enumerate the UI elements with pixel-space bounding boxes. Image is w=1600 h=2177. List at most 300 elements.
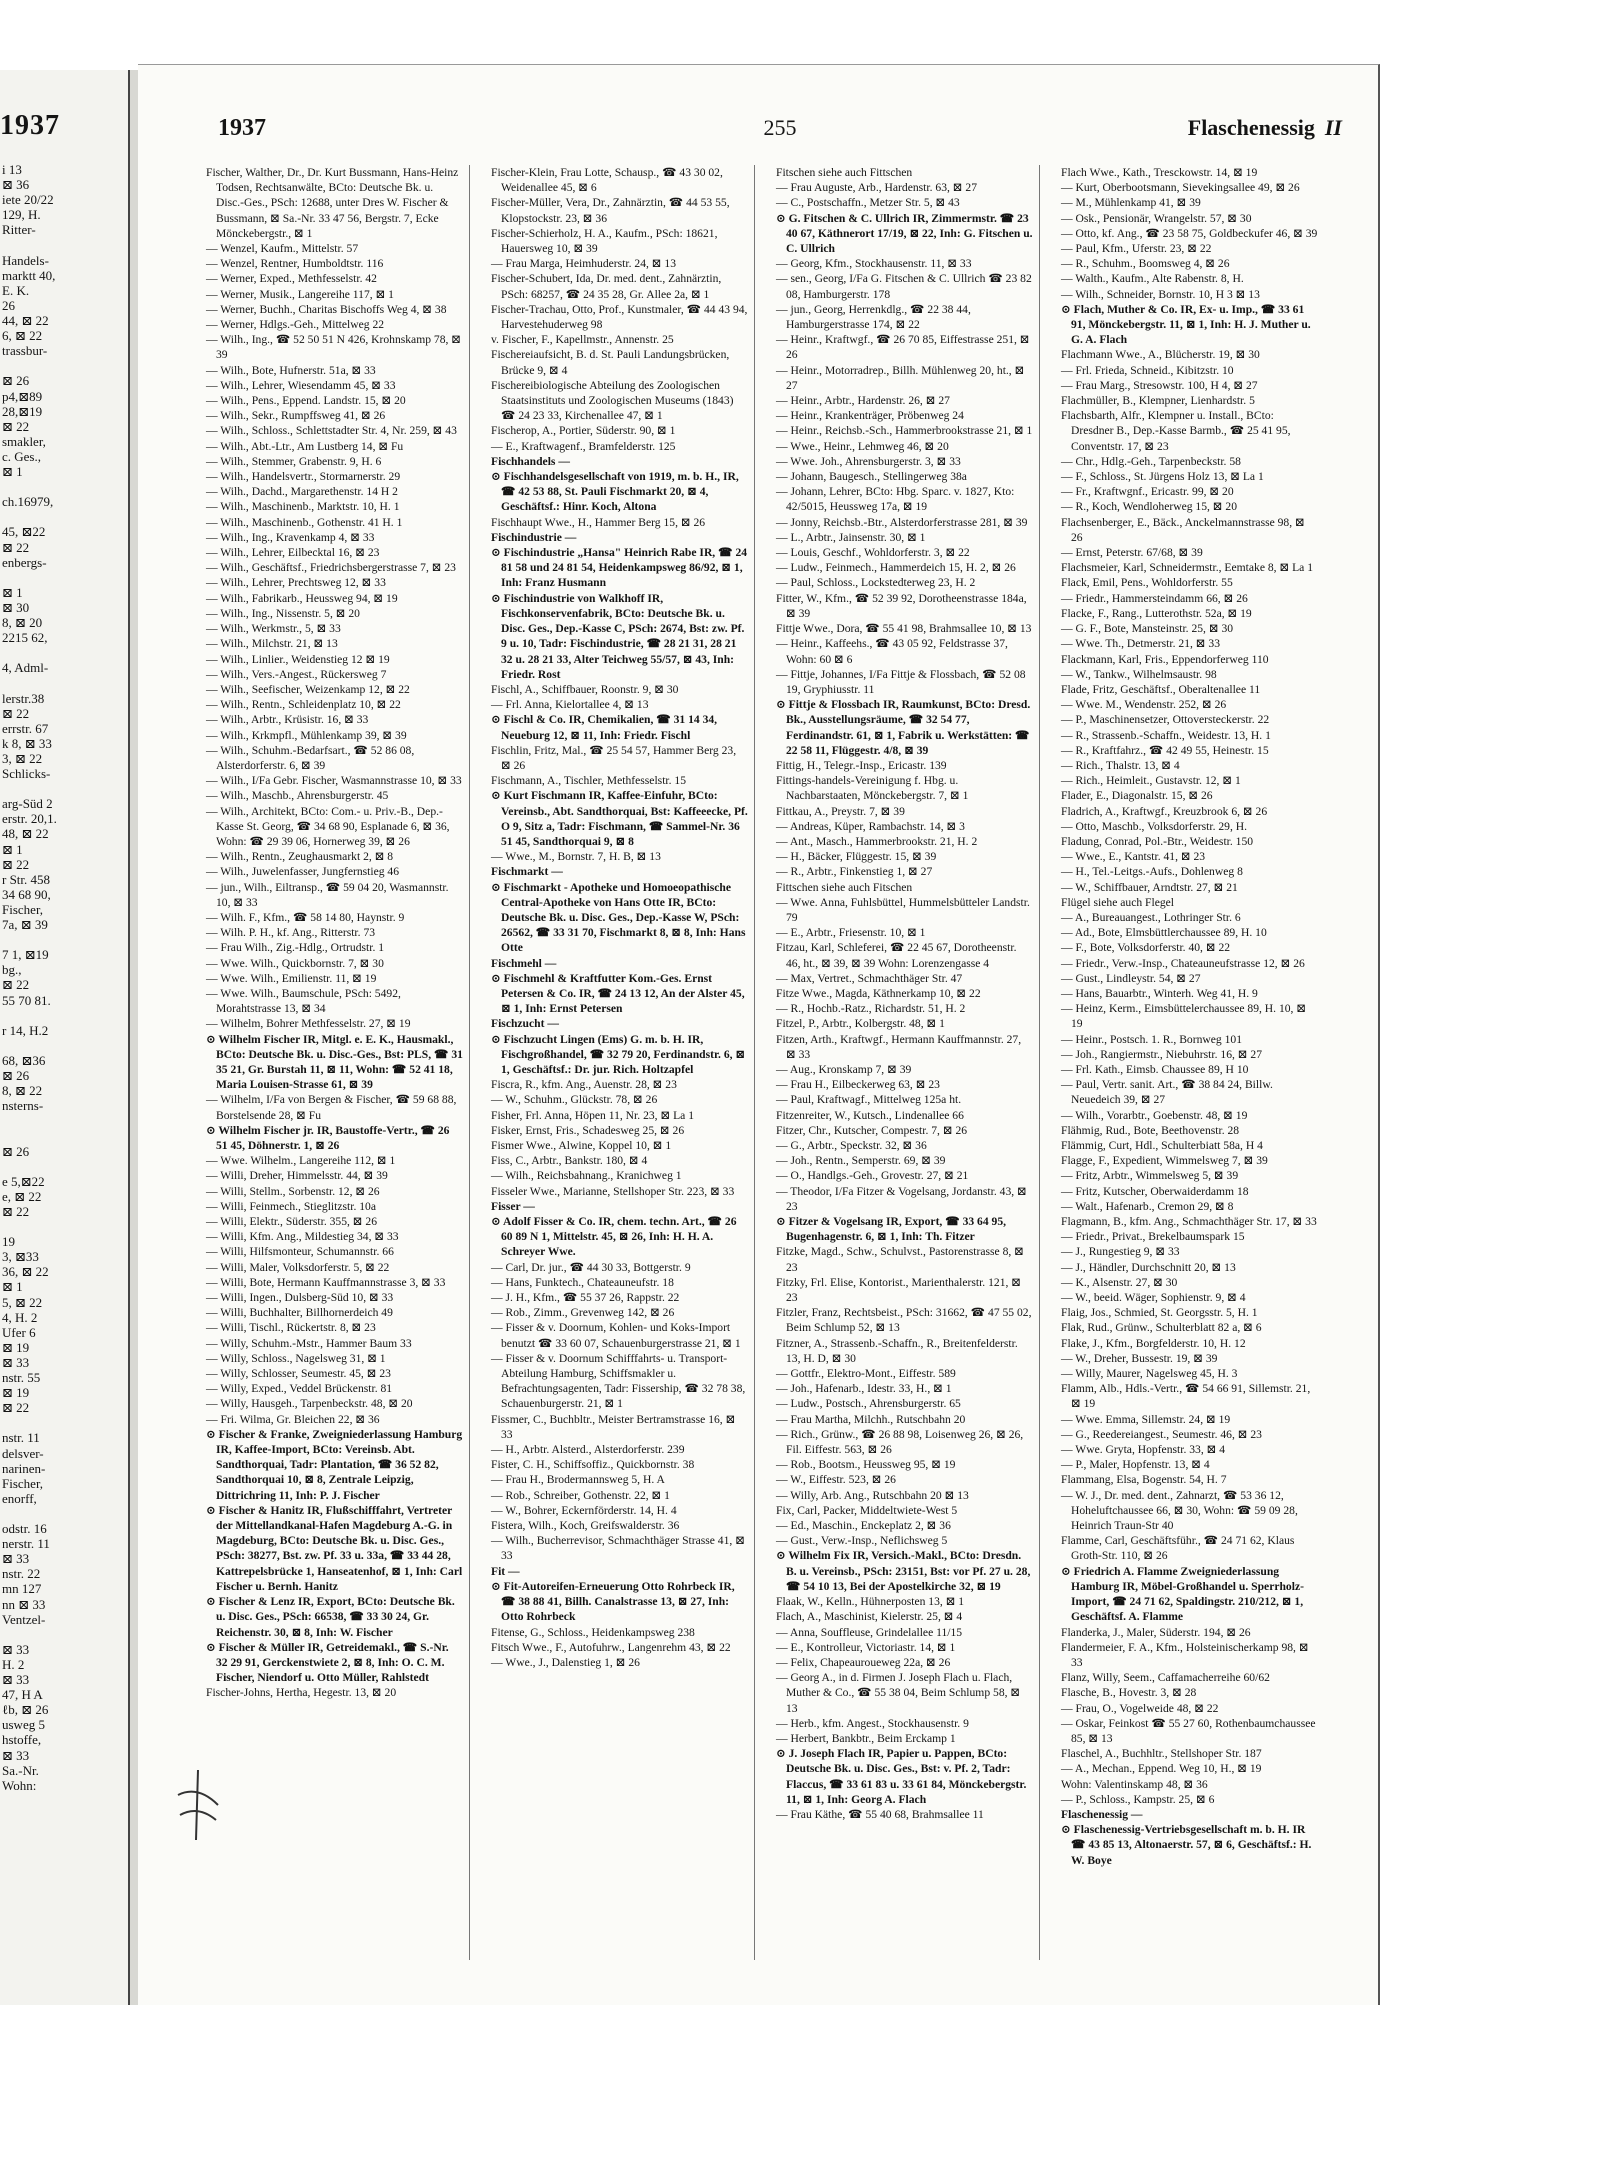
fragment-line: Ritter- <box>2 222 36 238</box>
directory-entry: — Frau Wilh., Zig.-Hdlg., Ortrudstr. 1 <box>206 941 385 955</box>
fragment-line: ⊠ 33 <box>2 1354 30 1370</box>
directory-entry: — Gust., Lindleystr. 54, ⊠ 27 <box>1061 971 1201 985</box>
directory-entry: Fittings-handels-Vereinigung f. Hbg. u. Nachbarstaaten, Mönckebergstr. 7, ⊠ 1 <box>776 774 969 803</box>
fragment-line: ⊠ 22 <box>2 977 30 993</box>
fragment-line: H. 2 <box>2 1656 25 1672</box>
directory-entry: — Andreas, Küper, Rambachstr. 14, ⊠ 3 <box>776 819 965 833</box>
directory-entry: ⊙ G. Fitschen & C. Ullrich IR, Zimmermstr. ☎ 23 40 67, Käthnerort 17/19, ⊠ 22, Inh: G. Fitschen u. C. Ullrich <box>776 211 1033 256</box>
fragment-line: 47, H A <box>2 1687 43 1703</box>
directory-entry: — Friedr., Privat., Brekelbaumspark 15 <box>1061 1230 1245 1244</box>
fragment-line: marktt 40, <box>2 267 56 283</box>
directory-entry: Fitense, G., Schloss., Heidenkampsweg 238 <box>491 1625 695 1639</box>
fragment-line: ⊠ 1 <box>2 584 23 600</box>
directory-entry: — Frau H., Brodermannsweg 5, H. A <box>491 1473 665 1487</box>
directory-entry: — R., Kraftfahrz., ☎ 42 49 55, Heinestr. 15 <box>1061 743 1269 757</box>
fragment-line: e, ⊠ 22 <box>2 1188 42 1204</box>
directory-entry: — A., Bureauangest., Lothringer Str. 6 <box>1061 910 1241 924</box>
directory-entry: — Frau H., Eilbeckerweg 63, ⊠ 23 <box>776 1078 940 1092</box>
directory-entry: — Rob., Schreiber, Gothenstr. 22, ⊠ 1 <box>491 1488 670 1502</box>
directory-entry: Fischindustrie — <box>491 530 577 544</box>
directory-entry: — Frl. Anna, Kielortallee 4, ⊠ 13 <box>491 698 649 712</box>
directory-entry: — Heinr., Krankenträger, Pröbenweg 24 <box>776 409 964 423</box>
directory-entry: — Heinr., Reichsb.-Sch., Hammerbrookstrasse 21, ⊠ 1 <box>776 424 1033 438</box>
directory-entry: — W., beeid. Wäger, Sophienstr. 9, ⊠ 4 <box>1061 1291 1246 1305</box>
directory-entry: — Rich., Thalstr. 13, ⊠ 4 <box>1061 758 1180 772</box>
directory-entry: Flack, Emil, Pens., Wohldorferstr. 55 <box>1061 576 1233 590</box>
directory-entry: ⊙ Fittje & Flossbach IR, Raumkunst, BCto: Dresd. Bk., Ausstellungsräume, ☎ 32 54 77, Ferdinandstr. 61, ⊠ 1, Fabrik u. Werkstätten: ☎ 22 58 11, Flüggestr. 4/8, ⊠ 39 <box>776 698 1031 757</box>
header-year: 1937 <box>218 115 266 141</box>
directory-entry: — Fritz, Kutscher, Oberwaiderdamm 18 <box>1061 1184 1249 1198</box>
directory-entry: — Ludw., Feinmech., Hammerdeich 15, H. 2, ⊠ 26 <box>776 561 1016 575</box>
fragment-line: enorff, <box>2 1490 37 1506</box>
directory-entry: — Wilh., Fabrikarb., Heussweg 94, ⊠ 19 <box>206 591 398 605</box>
directory-entry: — Paul, Vertr. sanit. Art., ☎ 38 84 24, Billw. Neuedeich 39, ⊠ 27 <box>1061 1078 1273 1107</box>
directory-entry: — Wilh., Lehrer, Wiesendamm 45, ⊠ 33 <box>206 378 396 392</box>
directory-entry: Flanderka, J., Maler, Süderstr. 194, ⊠ 26 <box>1061 1625 1251 1639</box>
directory-entry: Flagge, F., Expedient, Wimmelsweg 7, ⊠ 39 <box>1061 1154 1268 1168</box>
directory-entry: — Willi, Ingen., Dulsberg-Süd 10, ⊠ 33 <box>206 1291 394 1305</box>
directory-entry: Flamm, Alb., Hdls.-Vertr., ☎ 54 66 91, Sillemstr. 21, ⊠ 19 <box>1061 1382 1311 1411</box>
directory-entry: — P., Maler, Hopfenstr. 13, ⊠ 4 <box>1061 1458 1210 1472</box>
fragment-line: usweg 5 <box>2 1717 45 1733</box>
directory-entry: Fischmarkt — <box>491 865 563 879</box>
fragment-line: Handels- <box>2 252 49 268</box>
directory-entry: — Chr., Hdlg.-Geh., Tarpenbeckstr. 58 <box>1061 454 1241 468</box>
fragment-line: 6, ⊠ 22 <box>2 328 43 344</box>
directory-entry: Flaig, Jos., Schmied, St. Georgsstr. 5, H. 1 <box>1061 1306 1258 1320</box>
directory-entry: — F., Schloss., St. Jürgens Holz 13, ⊠ La 1 <box>1061 470 1264 484</box>
directory-page <box>138 64 1380 2005</box>
directory-entry: — J., Händler, Durchschnitt 20, ⊠ 13 <box>1061 1260 1236 1274</box>
directory-entry: — Wilh., Lehrer, Eilbecktal 16, ⊠ 23 <box>206 546 380 560</box>
fragment-line: ⊠ 22 <box>2 1400 30 1416</box>
fragment-line: ⊠ 26 <box>2 373 30 389</box>
directory-entry: Fisker, Ernst, Fris., Schadesweg 25, ⊠ 26 <box>491 1123 685 1137</box>
directory-entry: Fischhaupt Wwe., H., Hammer Berg 15, ⊠ 26 <box>491 515 706 529</box>
directory-entry: ⊙ Wilhelm Fischer jr. IR, Baustoffe-Vertr., ☎ 26 51 45, Döhnerstr. 1, ⊠ 26 <box>206 1123 450 1152</box>
directory-entry: — L., Arbtr., Jainsenstr. 30, ⊠ 1 <box>776 530 926 544</box>
directory-entry: Flader, E., Diagonalstr. 15, ⊠ 26 <box>1061 789 1213 803</box>
directory-entry: — Wilh., Ing., Kravenkamp 4, ⊠ 33 <box>206 530 375 544</box>
directory-entry: — Frl. Frieda, Schneid., Kibitzstr. 10 <box>1061 363 1234 377</box>
directory-entry: ⊙ Fischl & Co. IR, Chemikalien, ☎ 31 14 34, Neueburg 12, ⊠ 11, Inh: Friedr. Fischl <box>491 713 718 742</box>
directory-entry: Flamme, Carl, Geschäftsführ., ☎ 24 71 62, Klaus Groth-Str. 110, ⊠ 26 <box>1061 1534 1295 1563</box>
directory-entry: — Willi, Tischl., Rückertstr. 8, ⊠ 23 <box>206 1321 376 1335</box>
directory-entry: — Willi, Buchhalter, Billhornerdeich 49 <box>206 1306 393 1320</box>
fragment-line: 26 <box>2 297 15 313</box>
directory-entry: — F., Bote, Volksdorferstr. 40, ⊠ 22 <box>1061 941 1231 955</box>
directory-entry: — Louis, Geschf., Wohldorferstr. 3, ⊠ 22 <box>776 546 970 560</box>
fragment-line: ⊠ 19 <box>2 1339 30 1355</box>
fragment-line: Fischer, <box>2 1475 43 1491</box>
directory-entry: — Wilh., Ing., ☎ 52 50 51 N 426, Krohnskamp 78, ⊠ 39 <box>206 333 462 362</box>
directory-entry: — Wilh., Juwelenfasser, Jungfernstieg 46 <box>206 865 400 879</box>
fragment-line: lerstr.38 <box>2 690 45 706</box>
directory-entry: — Heinz, Kerm., Eimsbüttelerchaussee 89, H. 10, ⊠ 19 <box>1061 1002 1307 1031</box>
directory-entry: — Georg, Kfm., Stockhausenstr. 11, ⊠ 33 <box>776 257 972 271</box>
directory-entry: — Frl. Kath., Eimsb. Chaussee 89, H 10 <box>1061 1062 1249 1076</box>
directory-entry: — Theodor, I/Fa Fitzer & Vogelsang, Jordanstr. 43, ⊠ 23 <box>776 1184 1027 1213</box>
directory-entry: — Hans, Funktech., Chateauneufstr. 18 <box>491 1275 674 1289</box>
directory-entry: Fischer-Johns, Hertha, Hegestr. 13, ⊠ 20 <box>206 1686 397 1700</box>
directory-entry: Flachsenberger, E., Bäck., Anckelmannstrasse 98, ⊠ 26 <box>1061 515 1305 544</box>
directory-entry: ⊙ Fischer & Hanitz IR, Flußschifffahrt, Vertreter der Mittellandkanal-Hafen Magdeburg A.-G. in Magdeburg, BCto: Deutsche Bk. u. Disc. Ges., PSch: 38277, Bst. zw. Pf. 33 u. 33a, ☎ 33 44 28, Kattrepelsbrücke 1, Hanseatenhof, ⊠ 1, Inh: Carl Fischer u. Bernh. Hanitz <box>206 1503 463 1593</box>
directory-entry: — Willy, Schloss., Nagelsweg 31, ⊠ 1 <box>206 1351 386 1365</box>
directory-entry: — Walt., Hafenarb., Cremon 29, ⊠ 8 <box>1061 1199 1234 1213</box>
directory-entry: Fischerop, A., Portier, Süderstr. 90, ⊠ 1 <box>491 424 676 438</box>
fragment-line: enbergs- <box>2 554 47 570</box>
directory-entry: — Willi, Hilfsmonteur, Schumannstr. 66 <box>206 1245 394 1259</box>
fragment-line: ⊠ 30 <box>2 599 30 615</box>
directory-entry: — Johann, Baugesch., Stellingerweg 38a <box>776 470 967 484</box>
directory-entry: ⊙ Kurt Fischmann IR, Kaffee-Einfuhr, BCto: Vereinsb., Abt. Sandthorquai, Bst: Kaffeeecke, Pf. O 9, Sitz a, Tadr: Fischmann, ☎ Sammel-Nr. 36 51 45, Sandthorquai 9, ⊠ 8 <box>491 789 748 848</box>
fragment-line: k 8, ⊠ 33 <box>2 735 52 751</box>
directory-entry: — Joh., Rangiermstr., Niebuhrstr. 16, ⊠ 27 <box>1061 1047 1262 1061</box>
fragment-line: Ventzel- <box>2 1611 46 1627</box>
directory-entry: — Wilh., Bucherrevisor, Schmachthäger Strasse 41, ⊠ 33 <box>491 1534 745 1563</box>
directory-entry: Fischer-Klein, Frau Lotte, Schausp., ☎ 43 30 02, Weidenallee 45, ⊠ 6 <box>491 166 723 195</box>
directory-entry: — Willy, Exped., Veddel Brückenstr. 81 <box>206 1382 393 1396</box>
directory-entry: Flaschenessig — <box>1061 1807 1143 1821</box>
directory-entry: — Paul, Schloss., Lockstedterweg 23, H. 2 <box>776 576 976 590</box>
directory-entry: Flade, Fritz, Geschäftsf., Oberaltenallee 11 <box>1061 682 1261 696</box>
directory-entry: — Wilh., Stemmer, Grabenstr. 9, H. 6 <box>206 454 382 468</box>
fragment-line: 48, ⊠ 22 <box>2 826 49 842</box>
fragment-line: ⊠ 22 <box>2 1203 30 1219</box>
directory-entry: — Willy, Arb. Ang., Rutschbahn 20 ⊠ 13 <box>776 1488 969 1502</box>
directory-entry: — Wenzel, Kaufm., Mittelstr. 57 <box>206 242 359 256</box>
directory-entry: — Wwe. M., Wendenstr. 252, ⊠ 26 <box>1061 698 1227 712</box>
fragment-line: Ufer 6 <box>2 1324 36 1340</box>
fragment-line: Schlicks- <box>2 766 51 781</box>
directory-entry: Flaak, W., Kelln., Hühnerposten 13, ⊠ 1 <box>776 1595 965 1609</box>
directory-entry: — Frau Käthe, ☎ 55 40 68, Brahmsallee 11 <box>776 1807 984 1821</box>
directory-entry: — Wilh., Linlier., Weidenstieg 12 ⊠ 19 <box>206 652 390 666</box>
directory-entry: — Wwe., Heinr., Lehmweg 46, ⊠ 20 <box>776 439 949 453</box>
directory-entry: ⊙ Fischindustrie von Walkhoff IR, Fischkonservenfabrik, BCto: Deutsche Bk. u. Disc. Ges., Dep.-Kasse C, PSch: 2674, Bst: zw. Pf. 9 u. 10, Tadr: Fischindustrie, ☎ 28 21 31, 28 21 32 u. 28 21 33, Alter Teichweg 55/57, ⊠ 43, Inh: Friedr. Rost <box>491 591 745 681</box>
fragment-line: 129, H. <box>2 207 41 223</box>
directory-entry: — Anna, Souffleuse, Grindelallee 11/15 <box>776 1625 963 1639</box>
volume-number: II <box>1324 115 1342 140</box>
fragment-line: ⊠ 33 <box>2 1747 30 1763</box>
directory-entry: — Wilh., Bote, Hufnerstr. 51a, ⊠ 33 <box>206 363 376 377</box>
directory-entry: Fittje Wwe., Dora, ☎ 55 41 98, Brahmsallee 10, ⊠ 13 <box>776 622 1032 636</box>
fragment-line: erstr. 20,1. <box>2 811 57 827</box>
directory-entry: — Wilh., Arbtr., Krüsistr. 16, ⊠ 33 <box>206 713 369 727</box>
directory-entry: — Fritz, Arbtr., Wimmelsweg 5, ⊠ 39 <box>1061 1169 1239 1183</box>
directory-entry: Flandermeier, F. A., Kfm., Holsteinischerkamp 98, ⊠ 33 <box>1061 1640 1309 1669</box>
fragment-line: 8, ⊠ 22 <box>2 1083 43 1099</box>
directory-entry: Fissmer, C., Buchbltr., Meister Bertramstrasse 16, ⊠ 33 <box>491 1412 736 1441</box>
column-4 <box>1055 165 1325 1960</box>
directory-entry: — Wwe. Joh., Ahrensburgerstr. 3, ⊠ 33 <box>776 454 961 468</box>
directory-entry: — Wilh., Schneider, Bornstr. 10, H 3 ⊠ 13 <box>1061 287 1260 301</box>
directory-entry: ⊙ Fischer & Müller IR, Getreidemakl., ☎ S.-Nr. 32 29 91, Gerckenstwiete 2, ⊠ 8, Inh: O. C. M. Fischer, Niendorf u. Otto Müller, Rahlstedt <box>206 1640 449 1685</box>
directory-entry: Fischhandels — <box>491 454 570 468</box>
directory-entry: — Wilh., Sekr., Rumpffsweg 41, ⊠ 26 <box>206 409 386 423</box>
directory-entry: — Wilh., Vorarbtr., Goebenstr. 48, ⊠ 19 <box>1061 1108 1248 1122</box>
directory-entry: — H., Arbtr. Alsterd., Alsterdorferstr. 239 <box>491 1443 685 1457</box>
directory-entry: — Wilh., Maschb., Ahrensburgerstr. 45 <box>206 789 389 803</box>
directory-entry: — Heinr., Kaffeehs., ☎ 43 05 92, Feldstrasse 37, Wohn: 60 ⊠ 6 <box>776 637 1008 666</box>
directory-entry: — Heinr., Motorradrep., Billh. Mühlenweg 20, ht., ⊠ 27 <box>776 363 1025 392</box>
directory-entry: Fitzer, Chr., Kutscher, Compestr. 7, ⊠ 26 <box>776 1123 968 1137</box>
directory-entry: ⊙ Flach, Muther & Co. IR, Ex- u. Imp., ☎ 33 61 91, Mönckebergstr. 11, ⊠ 1, Inh: H. J. Muther u. G. A. Flach <box>1061 302 1311 347</box>
directory-entry: — Ad., Bote, Elmsbüttlerchaussee 89, H. 10 <box>1061 926 1267 940</box>
directory-entry: — Herb., kfm. Angest., Stockhausenstr. 9 <box>776 1716 969 1730</box>
directory-entry: — Wilh., Dachd., Margarethenstr. 14 H 2 <box>206 485 398 499</box>
fragment-line: ch.16979, <box>2 494 54 510</box>
directory-entry: Fischer-Schubert, Ida, Dr. med. dent., Zahnärztin, PSch: 68257, ☎ 24 35 28, Gr. Allee 2a, ⊠ 1 <box>491 272 722 301</box>
directory-entry: — W., Tankw., Wilhelmsaustr. 98 <box>1061 667 1217 681</box>
directory-entry: — Frau Auguste, Arb., Hardenstr. 63, ⊠ 27 <box>776 181 977 195</box>
directory-entry: Fittkau, A., Preystr. 7, ⊠ 39 <box>776 804 905 818</box>
directory-entry: Fitze Wwe., Magda, Käthnerkamp 10, ⊠ 22 <box>776 986 981 1000</box>
fragment-line: Sa.-Nr. <box>2 1762 39 1778</box>
fragment-line: 68, ⊠36 <box>2 1052 46 1068</box>
directory-entry: — R., Hochb.-Ratz., Richardstr. 51, H. 2 <box>776 1002 966 1016</box>
directory-entry: — Oskar, Feinkost ☎ 55 27 60, Rothenbaumchaussee 85, ⊠ 13 <box>1061 1716 1316 1745</box>
directory-entry: Flaschel, A., Buchhltr., Stellshoper Str. 187 <box>1061 1747 1262 1761</box>
directory-entry: — Otto, kf. Ang., ☎ 23 58 75, Goldbeckufer 46, ⊠ 39 <box>1061 226 1318 240</box>
directory-entry: — Wwe., J., Dalenstieg 1, ⊠ 26 <box>491 1655 640 1669</box>
fragment-line: ⊠ 33 <box>2 1551 30 1567</box>
fragment-line: narinen- <box>2 1460 46 1476</box>
directory-entry: — Kurt, Oberbootsmann, Sievekingsallee 49, ⊠ 26 <box>1061 181 1300 195</box>
directory-entry: Fitter, W., Kfm., ☎ 52 39 92, Dorotheenstrasse 184a, ⊠ 39 <box>776 591 1027 620</box>
directory-entry: — W. J., Dr. med. dent., Zahnarzt, ☎ 53 36 12, Hoheluftchaussee 66, ⊠ 30, Wohn: ☎ 59 09 28, Heinrich Traun-Str 40 <box>1061 1488 1298 1533</box>
directory-entry: — Rob., Zimm., Grevenweg 142, ⊠ 26 <box>491 1306 675 1320</box>
directory-entry: Fitschen siehe auch Fittschen <box>776 166 913 179</box>
directory-entry: Flachmüller, B., Klempner, Lienhardstr. 5 <box>1061 394 1255 408</box>
guide-word-text: Flaschenessig <box>1187 115 1315 140</box>
directory-entry: ⊙ Fischzucht Lingen (Ems) G. m. b. H. IR, Fischgroßhandel, ☎ 32 79 20, Ferdinandstr. 6, ⊠ 1, Geschäftsf.: Dr. jur. Rich. Holtzapfel <box>491 1032 746 1076</box>
directory-entry: — H., Tel.-Leitgs.-Aufs., Dohlenweg 8 <box>1061 865 1243 879</box>
directory-entry: — Willi, Dreher, Himmelsstr. 44, ⊠ 39 <box>206 1169 388 1183</box>
directory-entry: ⊙ Fischmarkt - Apotheke und Homoeopathische Central-Apotheke von Hans Otte IR, BCto: Deutsche Bk. u. Disc. Ges., Dep.-Kasse W, PSch: 26562, ☎ 33 31 70, Fischmarkt 8, ⊠ 8, Inh: Hans Otte <box>491 880 746 955</box>
directory-entry: — Heinr., Arbtr., Hardenstr. 26, ⊠ 27 <box>776 394 950 408</box>
directory-entry: — Wilh., Rentn., Zeughausmarkt 2, ⊠ 8 <box>206 850 394 864</box>
fragment-line: 4, Adml- <box>2 660 49 676</box>
directory-entry: — G., Arbtr., Speckstr. 32, ⊠ 36 <box>776 1139 927 1152</box>
directory-entry: ⊙ Fischmehl & Kraftfutter Kom.-Ges. Ernst Petersen & Co. IR, ☎ 24 13 12, An der Alster 45, ⊠ 1, Inh: Ernst Petersen <box>491 971 745 1016</box>
fragment-line: Wohn: <box>2 1777 37 1793</box>
fragment-line: i 13 <box>2 162 22 177</box>
directory-entry: Fitzke, Magd., Schw., Schulvst., Pastorenstrasse 8, ⊠ 23 <box>776 1245 1024 1274</box>
fragment-line: arg-Süd 2 <box>2 796 53 812</box>
directory-entry: Fischlin, Fritz, Mal., ☎ 25 54 57, Hammer Berg 23, ⊠ 26 <box>491 743 737 772</box>
directory-entry: — Fittje, Johannes, I/Fa Fittje & Flossbach, ☎ 52 08 19, Gryphiusstr. 11 <box>776 667 1026 696</box>
directory-entry: — Wilhelm, I/Fa von Bergen & Fischer, ☎ 59 68 88, Borstelsende 28, ⊠ Fu <box>206 1093 457 1122</box>
fragment-line: trassbur- <box>2 343 48 359</box>
column-1 <box>200 165 470 1960</box>
directory-entry: — Wwe. Wilhelm., Langereihe 112, ⊠ 1 <box>206 1154 396 1168</box>
directory-entry: Fladung, Conrad, Pol.-Btr., Weidestr. 150 <box>1061 834 1254 848</box>
directory-entry: Fischer-Trachau, Otto, Prof., Kunstmaler, ☎ 44 43 94, Harvestehuderweg 98 <box>491 302 748 332</box>
directory-entry: — Fri. Wilma, Gr. Bleichen 22, ⊠ 36 <box>206 1412 380 1426</box>
directory-entry: — O., Handlgs.-Geh., Grovestr. 27, ⊠ 21 <box>776 1169 969 1183</box>
directory-entry: — Werner, Buchh., Charitas Bischoffs Weg 4, ⊠ 38 <box>206 302 447 316</box>
directory-entry: — Willy, Schlosser, Seumestr. 45, ⊠ 23 <box>206 1367 391 1381</box>
directory-entry: — Wwe. Wilh., Emilienstr. 11, ⊠ 19 <box>206 971 377 985</box>
fragment-line: 5, ⊠ 22 <box>2 1294 43 1310</box>
directory-entry: ⊙ Wilhelm Fix IR, Versich.-Makl., BCto: Dresdn. B. u. Vereinsb., PSch: 23151, Bst: vor Pf. 27 u. 28, ☎ 54 10 13, Bei der Apostelkirche 32, ⊠ 19 <box>776 1549 1031 1593</box>
directory-entry: — Wilh., Handelsvertr., Stormarnerstr. 29 <box>206 470 401 484</box>
directory-entry: Flämmig, Curt, Hdl., Schulterbiatt 58a, H 4 <box>1061 1139 1263 1152</box>
directory-entry: — Rich., Grünw., ☎ 26 88 98, Loisenweg 26, ⊠ 26, Fil. Eiffestr. 563, ⊠ 26 <box>776 1427 1024 1457</box>
directory-entry: — Jonny, Reichsb.-Btr., Alsterdorferstrasse 281, ⊠ 39 <box>776 515 1028 529</box>
fragment-line: p4,⊠89 <box>2 388 43 404</box>
directory-entry: — Ludw., Postsch., Ahrensburgerstr. 65 <box>776 1397 961 1411</box>
scan-margin <box>0 2005 1600 2177</box>
directory-entry: — Wilh., Seefischer, Weizenkamp 12, ⊠ 22 <box>206 682 410 696</box>
directory-entry: — Wilh., Architekt, BCto: Com.- u. Priv.-B., Dep.-Kasse St. Georg, ☎ 34 68 90, Esplanade 6, ⊠ 36, Wohn: ☎ 29 39 06, Hornerweg 39, ⊠ 26 <box>206 804 450 848</box>
directory-entry: — Joh., Rentn., Semperstr. 69, ⊠ 39 <box>776 1154 946 1168</box>
directory-entry: Fitzau, Karl, Schleferei, ☎ 22 45 67, Dorotheenstr. 46, ht., ⊠ 39, ⊠ 39 Wohn: Lorenzengasse 4 <box>776 941 1017 970</box>
directory-entry: Flachmann Wwe., A., Blücherstr. 19, ⊠ 30 <box>1061 348 1260 362</box>
directory-entry: Flagmann, B., kfm. Ang., Schmachthäger Str. 17, ⊠ 33 <box>1061 1215 1317 1229</box>
directory-entry: — Wwe. Anna, Fuhlsbüttel, Hummelsbütteler Landstr. 79 <box>776 895 1030 924</box>
fragment-line: 2215 62, <box>2 630 48 646</box>
directory-entry: — Ed., Maschin., Enckeplatz 2, ⊠ 36 <box>776 1519 951 1533</box>
directory-entry: — Wilh., Werkmstr., 5, ⊠ 33 <box>206 622 341 636</box>
directory-entry: — Wwe., E., Kantstr. 41, ⊠ 23 <box>1061 850 1206 864</box>
fragment-line: 19 <box>2 1234 15 1250</box>
fragment-line: 55 70 81. <box>2 992 51 1008</box>
directory-entry: — Otto, Maschb., Volksdorferstr. 29, H. <box>1061 819 1248 833</box>
directory-entry: — Wilh., Reichsbahnang., Kranichweg 1 <box>491 1169 682 1183</box>
fragment-line: 44, ⊠ 22 <box>2 313 49 328</box>
fragment-line: nstr. 11 <box>2 1430 40 1446</box>
directory-entry: ⊙ J. Joseph Flach IR, Papier u. Pappen, BCto: Deutsche Bk. u. Disc. Ges., Bst: v. Pf. 2, Tadr: Flaccus, ☎ 33 61 83 u. 33 61 84, Mönckebergstr. 11, ⊠ 1, Inh: Georg A. Flach <box>776 1747 1027 1806</box>
directory-entry: Fischmann, A., Tischler, Methfesselstr. 15 <box>491 774 687 788</box>
directory-entry: — Willy, Hausgeh., Tarpenbeckstr. 48, ⊠ 20 <box>206 1397 413 1411</box>
directory-entry: Flackmann, Karl, Fris., Eppendorferweg 110 <box>1061 652 1269 666</box>
directory-entry: ⊙ Fitzer & Vogelsang IR, Export, ☎ 33 64 95, Bugenhagenstr. 6, ⊠ 1, Inh: Th. Fitzer <box>776 1215 1007 1244</box>
directory-entry: — E., Arbtr., Friesenstr. 10, ⊠ 1 <box>776 926 926 940</box>
directory-entry: — Ant., Masch., Hammerbrookstr. 21, H. 2 <box>776 834 978 848</box>
directory-entry: Fisser — <box>491 1199 535 1213</box>
directory-entry: — C., Postschaffn., Metzer Str. 5, ⊠ 43 <box>776 196 960 210</box>
directory-entry: — P., Schloss., Kampstr. 25, ⊠ 6 <box>1061 1792 1215 1806</box>
directory-entry: — Aug., Kronskamp 7, ⊠ 39 <box>776 1062 912 1076</box>
directory-entry: ⊙ Fischer & Franke, Zweigniederlassung Hamburg IR, Kaffee-Import, BCto: Vereinsb. Abt. Sandthorquai, Tadr: Plantation, ☎ 36 52 82, Sandthorquai 10, ⊠ 8, Zentrale Leipzig, Dittrichring 11, Inh: P. J. Fischer <box>206 1427 463 1502</box>
directory-entry: — Willy, Schuhm.-Mstr., Hammer Baum 33 <box>206 1336 412 1350</box>
directory-entry: — Frau, O., Vogelweide 48, ⊠ 22 <box>1061 1701 1219 1715</box>
directory-entry: — Wwe. Gryta, Hopfenstr. 33, ⊠ 4 <box>1061 1443 1226 1457</box>
fragment-line: 8, ⊠ 20 <box>2 615 43 630</box>
directory-entry: — Felix, Chapeauroueweg 22a, ⊠ 26 <box>776 1655 951 1669</box>
directory-entry: — Johann, Lehrer, BCto: Hbg. Sparc. v. 1827, Kto: 42/5015, Heussweg 17a, ⊠ 19 <box>776 485 1015 514</box>
fragment-line: E. K. <box>2 282 30 298</box>
directory-entry: — Wenzel, Rentner, Humboldtstr. 116 <box>206 257 384 271</box>
fragment-line: odstr. 16 <box>2 1521 47 1536</box>
directory-entry: Fistera, Wilh., Koch, Greifswalderstr. 36 <box>491 1519 680 1533</box>
directory-entry: Fischl, A., Schiffbauer, Roonstr. 9, ⊠ 30 <box>491 682 679 696</box>
previous-page-edge <box>0 70 130 2005</box>
book-gutter <box>130 70 138 2005</box>
directory-entry: Fiscra, R., kfm. Ang., Auenstr. 28, ⊠ 23 <box>491 1078 677 1092</box>
fragment-line: 4, H. 2 <box>2 1309 38 1325</box>
directory-entry: — Fisser & v. Doornum, Kohlen- und Koks-Import benutzt ☎ 33 60 07, Schauenburgerstrasse 21, ⊠ 1 <box>491 1321 741 1350</box>
directory-entry: Fitzenreiter, W., Kutsch., Lindenallee 66 <box>776 1108 964 1122</box>
directory-entry: Fittig, H., Telegr.-Insp., Ericastr. 139 <box>776 758 947 772</box>
column-3 <box>770 165 1040 1960</box>
directory-entry: ⊙ Flaschenessig-Vertriebsgesellschaft m. b. H. IR ☎ 43 85 13, Altonaerstr. 57, ⊠ 6, Geschäftsf.: H. W. Boye <box>1061 1823 1312 1867</box>
directory-entry: — Wwe. Emma, Sillemstr. 24, ⊠ 19 <box>1061 1412 1231 1426</box>
directory-entry: Fitzner, A., Strassenb.-Schaffn., R., Breitenfelderstr. 13, H. D, ⊠ 30 <box>776 1336 1018 1365</box>
directory-entry: — Wilh., Pens., Eppend. Landstr. 15, ⊠ 20 <box>206 394 406 408</box>
directory-entry: Fladrich, A., Kraftwgf., Kreuzbrook 6, ⊠ 26 <box>1061 804 1268 818</box>
directory-entry: Fitzler, Franz, Rechtsbeist., PSch: 31662, ☎ 47 55 02, Beim Schlump 52, ⊠ 13 <box>776 1306 1032 1335</box>
directory-entry: Fischer-Schierholz, H. A., Kaufm., PSch: 18621, Hauersweg 10, ⊠ 39 <box>491 226 718 256</box>
directory-entry: v. Fischer, F., Kapellmstr., Annenstr. 25 <box>491 333 674 347</box>
directory-entry: — Rob., Bootsm., Heussweg 95, ⊠ 19 <box>776 1458 956 1472</box>
directory-entry: — Max, Vertret., Schmachthäger Str. 47 <box>776 971 963 985</box>
fragment-line: r Str. 458 <box>2 871 51 887</box>
fragment-line: 7 1, ⊠19 <box>2 947 49 963</box>
directory-columns <box>200 165 1340 1960</box>
directory-entry: ⊙ Fischer & Lenz IR, Export, BCto: Deutsche Bk. u. Disc. Ges., PSch: 66538, ☎ 33 30 24, Gr. Reichenstr. 30, ⊠ 8, Inh: W. Fischer <box>206 1595 455 1639</box>
fragment-line: 7a, ⊠ 39 <box>2 917 48 932</box>
directory-entry: — Wilh., Lehrer, Prechtsweg 12, ⊠ 33 <box>206 576 386 590</box>
directory-entry: — Wilh., Milchstr. 21, ⊠ 13 <box>206 637 338 651</box>
directory-entry: — Wilh., Ing., Nissenstr. 5, ⊠ 20 <box>206 606 360 620</box>
fragment-line: ⊠ 26 <box>2 1068 30 1083</box>
fragment-line: 34 68 90, <box>2 886 51 902</box>
fragment-line: smakler, <box>2 433 46 449</box>
directory-entry: Flähmig, Rud., Bote, Beethovenstr. 28 <box>1061 1123 1240 1137</box>
page-number: 255 <box>763 115 797 140</box>
fragment-line: nerstr. 11 <box>2 1536 50 1552</box>
directory-entry: Flasche, B., Hovestr. 3, ⊠ 28 <box>1061 1686 1197 1700</box>
fragment-line: ⊠ 26 <box>2 1143 30 1159</box>
directory-entry: Fit — <box>491 1564 520 1578</box>
directory-entry: — A., Mechan., Eppend. Weg 10, H., ⊠ 19 <box>1061 1762 1262 1776</box>
directory-entry: — Friedr., Hammersteindamm 66, ⊠ 26 <box>1061 591 1248 605</box>
directory-entry: — E., Kontrolleur, Victoriastr. 14, ⊠ 1 <box>776 1640 956 1654</box>
directory-entry: — Gottfr., Elektro-Mont., Eiffestr. 589 <box>776 1367 956 1381</box>
fragment-line: nstr. 22 <box>2 1566 41 1582</box>
directory-entry: ⊙ Wilhelm Fischer IR, Mitgl. e. E. K., Hausmakl., BCto: Deutsche Bk. u. Disc.-Ges., Bst: PLS, ☎ 31 35 21, Gr. Burstah 11, ⊠ 11, Wohn: ☎ 52 41 18, Maria Louisen-Strasse 61, ⊠ 39 <box>206 1032 463 1092</box>
fragment-line: ⊠ 36 <box>2 177 30 193</box>
directory-entry: Fitzen, Arth., Kraftwgf., Hermann Kauffmannstr. 27, ⊠ 33 <box>776 1032 1022 1061</box>
directory-entry: — G. F., Bote, Mansteinstr. 25, ⊠ 30 <box>1061 622 1234 636</box>
directory-entry: — Willi, Feinmech., Stieglitzstr. 10a <box>206 1199 376 1213</box>
directory-entry: Fix, Carl, Packer, Middeltwiete-West 5 <box>776 1503 958 1517</box>
directory-entry: — Willy, Maurer, Nagelsweg 45, H. 3 <box>1061 1367 1238 1381</box>
directory-entry: Fitzel, P., Arbtr., Kolbergstr. 48, ⊠ 1 <box>776 1017 945 1031</box>
fragment-line: ⊠ 33 <box>2 1672 30 1687</box>
directory-entry: — P., Maschinensetzer, Ottoversteckerstr. 22 <box>1061 713 1270 727</box>
directory-entry: — Frau Marg., Stresowstr. 100, H 4, ⊠ 27 <box>1061 378 1258 392</box>
directory-entry: Flanz, Willy, Seem., Caffamacherreihe 60/62 <box>1061 1671 1270 1685</box>
directory-entry: — Heinr., Kraftwgf., ☎ 26 70 85, Eiffestrasse 251, ⊠ 26 <box>776 333 1030 362</box>
directory-entry: — Willi, Kfm. Ang., Mildestieg 34, ⊠ 33 <box>206 1230 399 1244</box>
directory-entry: — J. H., Kfm., ☎ 55 37 26, Rappstr. 22 <box>491 1291 680 1305</box>
directory-entry: ⊙ Fischindustrie „Hansa" Heinrich Rabe IR, ☎ 24 81 58 und 24 81 54, Heidenkampsweg 86/92, ⊠ 1, Inh: Franz Husmann <box>491 546 748 590</box>
fragment-line: ⊠ 1 <box>2 1279 23 1295</box>
fragment-line: 28,⊠19 <box>2 403 43 419</box>
directory-entry: — Willi, Stellm., Sorbenstr. 12, ⊠ 26 <box>206 1184 380 1198</box>
directory-entry: Flachsmeier, Karl, Schneidermstr., Eemtake 8, ⊠ La 1 <box>1061 561 1313 575</box>
directory-entry: — Wilh. P. H., kf. Ang., Ritterstr. 73 <box>206 926 376 940</box>
fragment-line: ⊠ 22 <box>2 418 30 434</box>
directory-entry: ⊙ Friedrich A. Flamme Zweigniederlassung Hamburg IR, Möbel-Großhandel u. Sperrholz-Import, ☎ 24 71 62, Spaldingstr. 210/212, ⊠ 1, Geschäftsf. A. Flamme <box>1061 1564 1304 1624</box>
directory-entry: — Werner, Exped., Methfesselstr. 42 <box>206 272 377 286</box>
directory-entry: — Wwe. Wilh., Quickbornstr. 7, ⊠ 30 <box>206 956 384 970</box>
directory-entry: — W., Schiffbauer, Arndtstr. 27, ⊠ 21 <box>1061 880 1238 894</box>
